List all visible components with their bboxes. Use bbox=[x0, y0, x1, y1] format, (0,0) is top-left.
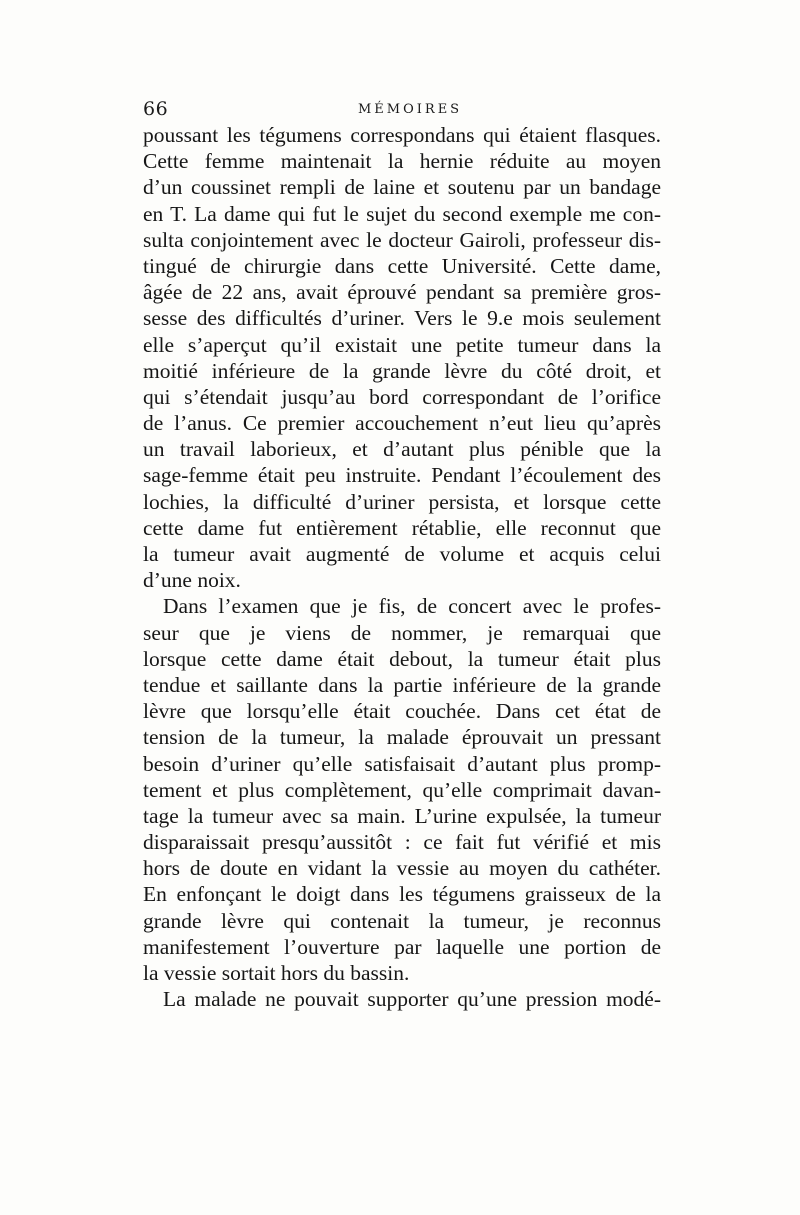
text-line: grande lèvre qui contenait la tumeur, je reconnus bbox=[143, 908, 661, 933]
text-line: lorsque cette dame était debout, la tumeur était plus bbox=[143, 646, 661, 671]
text-line: qui s’étendait jusqu’au bord correspondant de l’orifice bbox=[143, 384, 661, 409]
text-line: un travail laborieux, et d’autant plus pénible que la bbox=[143, 437, 661, 462]
text-line: âgée de 22 ans, avait éprouvé pendant sa première gros- bbox=[143, 280, 661, 305]
text-line: manifestement l’ouverture par laquelle une portion de bbox=[143, 934, 661, 959]
running-head: MÉMOIRES bbox=[358, 102, 463, 117]
text-line: besoin d’uriner qu’elle satisfaisait d’autant plus promp- bbox=[143, 751, 661, 776]
text-line: sulta conjointement avec le docteur Gairoli, professeur dis- bbox=[143, 227, 661, 252]
text-line: d’une noix. bbox=[143, 568, 241, 593]
text-line: lèvre que lorsqu’elle était couchée. Dans cet état de bbox=[143, 699, 661, 724]
text-line: tingué de chirurgie dans cette Université. Cette dame, bbox=[143, 253, 661, 278]
text-line: la vessie sortait hors du bassin. bbox=[143, 961, 410, 985]
body-text bbox=[143, 122, 661, 1012]
text-line: de l’anus. Ce premier accouchement n’eut lieu qu’après bbox=[143, 411, 661, 436]
text-line: tension de la tumeur, la malade éprouvait un pressant bbox=[143, 725, 661, 750]
text-line: sage-femme était peu instruite. Pendant l’écoulement des bbox=[143, 463, 661, 488]
text-line: elle s’aperçut qu’il existait une petite tumeur dans la bbox=[143, 332, 661, 357]
text-line: moitié inférieure de la grande lèvre du côté droit, et bbox=[143, 358, 661, 383]
text-line: tendue et saillante dans la partie inférieure de la grande bbox=[143, 672, 661, 697]
text-line: La malade ne pouvait supporter qu’une pression modé- bbox=[163, 987, 661, 1012]
text-line: cette dame fut entièrement rétablie, elle reconnut que bbox=[143, 515, 661, 540]
text-line: Cette femme maintenait la hernie réduite au moyen bbox=[143, 149, 661, 174]
text-line: hors de doute en vidant la vessie au moyen du cathéter. bbox=[143, 856, 661, 881]
text-line: seur que je viens de nommer, je remarquai que bbox=[143, 620, 661, 645]
text-line: En enfonçant le doigt dans les tégumens graisseux de la bbox=[143, 882, 661, 907]
text-line: d’un coussinet rempli de laine et soutenu par un bandage bbox=[143, 175, 661, 200]
text-line: tement et plus complètement, qu’elle comprimait davan- bbox=[143, 777, 661, 802]
text-line: la tumeur avait augmenté de volume et acquis celui bbox=[143, 542, 661, 566]
text-line: en T. La dame qui fut le sujet du second exemple me con- bbox=[143, 201, 661, 226]
text-line: poussant les tégumens correspondans qui étaient flasques. bbox=[143, 123, 661, 147]
page-number: 66 bbox=[143, 98, 169, 120]
text-line: Dans l’examen que je fis, de concert avec le profes- bbox=[163, 594, 661, 619]
text-line: tage la tumeur avec sa main. L’urine expulsée, la tumeur bbox=[143, 803, 661, 828]
text-line: disparaissait presqu’aussitôt : ce fait fut vérifié et mis bbox=[143, 830, 661, 855]
text-line: lochies, la difficulté d’uriner persista, et lorsque cette bbox=[143, 489, 661, 514]
text-line: sesse des difficultés d’uriner. Vers le 9.e mois seulement bbox=[143, 306, 661, 331]
